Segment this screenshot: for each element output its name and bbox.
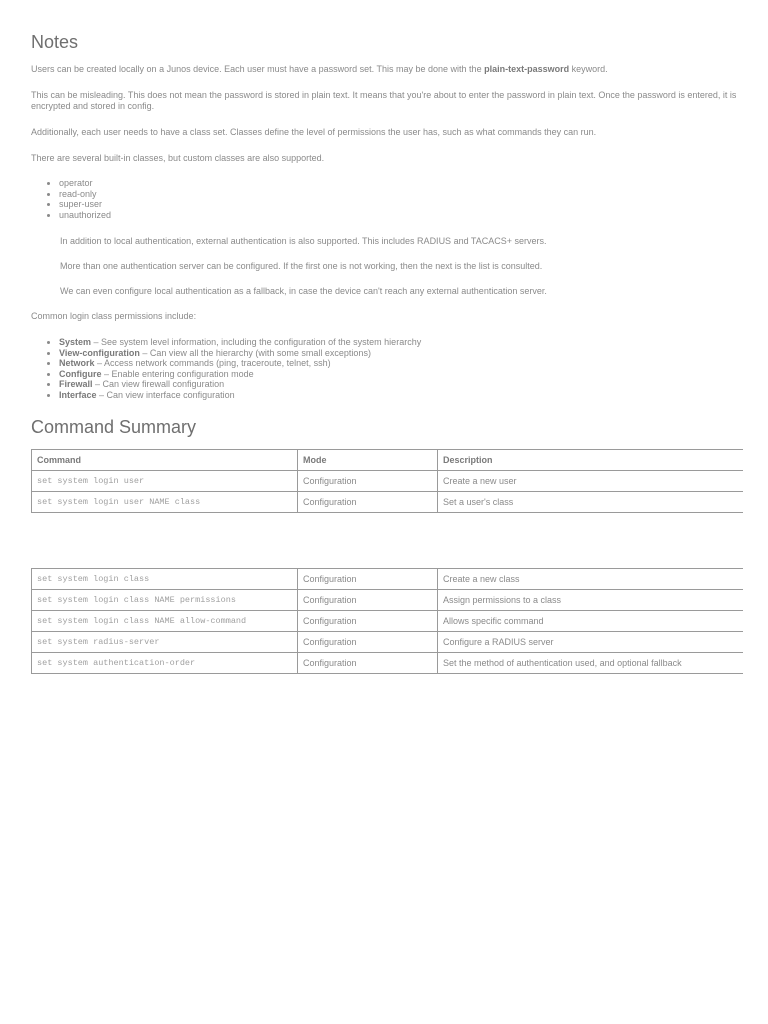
command-cell: set system authentication-order <box>32 653 298 674</box>
notes-paragraph-2: This can be misleading. This does not mean the password is stored in plain text. It means that you're about to enter the password in plain text. Once the password is entered, it is encrypted and stored in config. <box>31 90 737 111</box>
notes-paragraph-5: In addition to local authentication, external authentication is also supported. This includes RADIUS and TACACS+ servers. <box>60 236 547 246</box>
mode-cell: Configuration <box>298 471 438 492</box>
p1-text-after: keyword. <box>569 64 608 74</box>
description-cell: Assign permissions to a class <box>438 590 744 611</box>
table-row <box>32 569 744 590</box>
description-cell: Configure a RADIUS server <box>438 632 744 653</box>
notes-heading: Notes <box>31 32 79 52</box>
list-item: • View-configuration – Can view all the hierarchy (with some small exceptions) <box>59 348 768 359</box>
notes-paragraph-8: Common login class permissions include: <box>31 311 197 321</box>
p1-text-before: Users can be created locally on a Junos device. Each user must have a password set. This may be done with the <box>31 64 485 74</box>
list-item: • unauthorized <box>59 210 768 221</box>
mode-cell: Configuration <box>298 569 438 590</box>
command-cell: set system login user <box>32 471 298 492</box>
table-row <box>32 492 744 513</box>
table-row <box>32 590 744 611</box>
command-cell: set system login class <box>32 569 298 590</box>
list-item: • Interface – Can view interface configuration <box>59 390 768 401</box>
notes-paragraph-3: Additionally, each user needs to have a class set. Classes define the level of permissions the user has, such as what commands they can run. <box>31 127 597 137</box>
header-command: Command <box>32 450 298 471</box>
table-header-row <box>32 450 744 471</box>
mode-cell: Configuration <box>298 653 438 674</box>
description-cell: Allows specific command <box>438 611 744 632</box>
command-cell: set system login class NAME permissions <box>32 590 298 611</box>
list-item: • Network – Access network commands (ping, traceroute, telnet, ssh) <box>59 358 768 369</box>
table-row <box>32 611 744 632</box>
command-summary-heading: Command Summary <box>31 417 197 437</box>
list-item: • System – See system level information, including the configuration of the system hierarchy <box>59 337 768 348</box>
list-item: • read-only <box>59 189 768 200</box>
table-row <box>32 471 744 492</box>
mode-cell: Configuration <box>298 492 438 513</box>
mode-cell: Configuration <box>298 611 438 632</box>
table-row <box>32 632 744 653</box>
command-cell: set system login class NAME allow-command <box>32 611 298 632</box>
command-cell: set system login user NAME class <box>32 492 298 513</box>
table-row <box>32 653 744 674</box>
list-item: • super-user <box>59 199 768 210</box>
description-cell: Set a user's class <box>438 492 744 513</box>
notes-paragraph-7: We can even configure local authentication as a fallback, in case the device can't reach any external authentication server. <box>60 286 547 296</box>
mode-cell: Configuration <box>298 590 438 611</box>
description-cell: Set the method of authentication used, and optional fallback <box>438 653 744 674</box>
command-table-2 <box>31 568 743 674</box>
mode-cell: Configuration <box>298 632 438 653</box>
description-cell: Create a new user <box>438 471 744 492</box>
header-mode: Mode <box>298 450 438 471</box>
command-cell: set system radius-server <box>32 632 298 653</box>
list-item: • operator <box>59 178 768 189</box>
notes-paragraph-6: More than one authentication server can be configured. If the first one is not working, then the next is the list is consulted. <box>60 261 543 271</box>
header-description: Description <box>438 450 744 471</box>
description-cell: Create a new class <box>438 569 744 590</box>
builtin-classes-list <box>31 178 768 220</box>
p1-keyword: plain-text-password <box>484 64 570 74</box>
command-table-1 <box>31 449 743 513</box>
list-item: • Firewall – Can view firewall configuration <box>59 379 768 390</box>
notes-paragraph-4: There are several built-in classes, but custom classes are also supported. <box>31 153 325 163</box>
list-item: • Configure – Enable entering configuration mode <box>59 369 768 380</box>
notes-paragraph-1 <box>31 64 743 75</box>
permissions-list <box>31 337 768 401</box>
